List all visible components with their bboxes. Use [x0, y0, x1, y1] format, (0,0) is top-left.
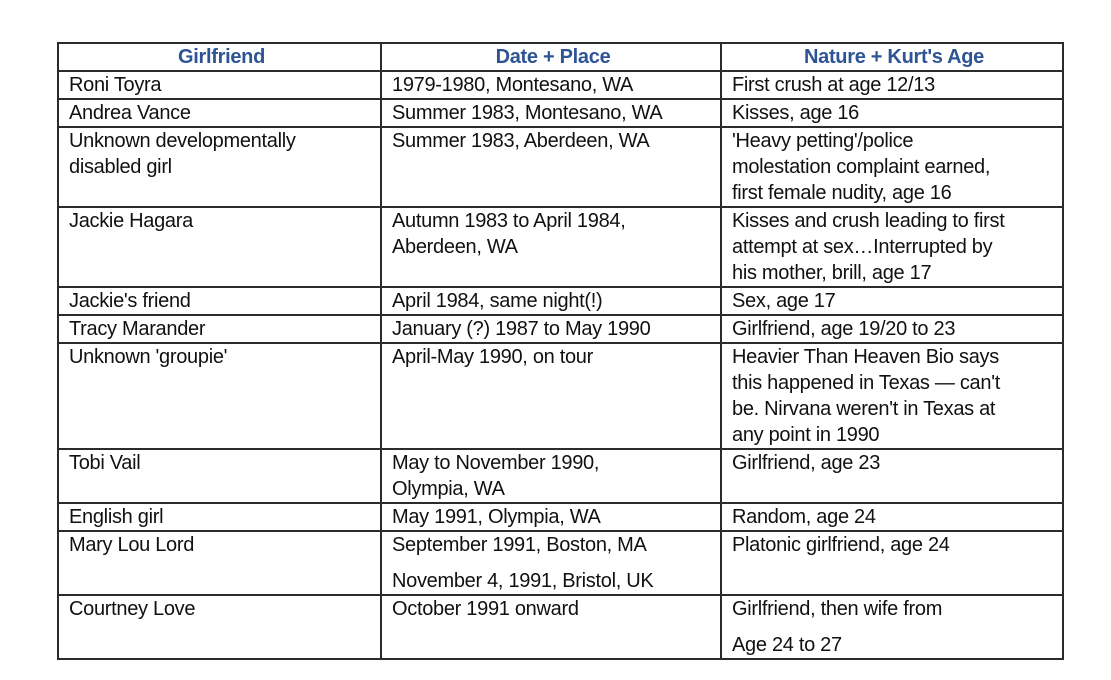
- cell-text: Kisses, age 16: [732, 102, 859, 124]
- table-row: [58, 503, 1063, 531]
- cell-date-place: [381, 595, 721, 659]
- cell-text: molestation complaint earned,: [732, 156, 991, 178]
- cell-date-place: [381, 127, 721, 207]
- cell-nature-age: [721, 207, 1063, 287]
- cell-date-place: [381, 343, 721, 449]
- cell-text: Tobi Vail: [69, 452, 141, 474]
- cell-girlfriend: [58, 595, 381, 659]
- header-nature-age: Nature + Kurt's Age: [721, 43, 1063, 71]
- cell-text: English girl: [69, 506, 164, 528]
- table-row: [58, 531, 1063, 595]
- cell-text: Jackie Hagara: [69, 210, 193, 232]
- cell-text: this happened in Texas — can't: [732, 372, 1000, 394]
- cell-girlfriend: [58, 343, 381, 449]
- cell-girlfriend: [58, 315, 381, 343]
- cell-text: Platonic girlfriend, age 24: [732, 534, 950, 556]
- table-row: [58, 99, 1063, 127]
- cell-nature-age: [721, 531, 1063, 595]
- cell-text: 1979-1980, Montesano, WA: [392, 74, 634, 96]
- cell-girlfriend: [58, 127, 381, 207]
- cell-text: Age 24 to 27: [732, 634, 842, 656]
- header-date-place: Date + Place: [381, 43, 721, 71]
- cell-text: October 1991 onward: [392, 598, 579, 620]
- cell-girlfriend: [58, 71, 381, 99]
- cell-text: disabled girl: [69, 156, 172, 178]
- cell-text: Heavier Than Heaven Bio says: [732, 346, 999, 368]
- cell-text: Olympia, WA: [392, 478, 505, 500]
- cell-text: his mother, brill, age 17: [732, 262, 932, 284]
- cell-nature-age: [721, 449, 1063, 503]
- cell-date-place: [381, 71, 721, 99]
- cell-girlfriend: [58, 287, 381, 315]
- cell-text: April-May 1990, on tour: [392, 346, 593, 368]
- cell-text: September 1991, Boston, MA: [392, 534, 647, 556]
- header-row: [58, 43, 1063, 71]
- table-row: [58, 127, 1063, 207]
- table-row: [58, 71, 1063, 99]
- cell-nature-age: [721, 595, 1063, 659]
- cell-text: Random, age 24: [732, 506, 876, 528]
- table-row: [58, 449, 1063, 503]
- cell-nature-age: [721, 287, 1063, 315]
- cell-text: Unknown 'groupie': [69, 346, 228, 368]
- cell-text: 'Heavy petting'/police: [732, 130, 914, 152]
- cell-text: Roni Toyra: [69, 74, 162, 96]
- cell-nature-age: [721, 127, 1063, 207]
- cell-text: First crush at age 12/13: [732, 74, 935, 96]
- cell-date-place: [381, 503, 721, 531]
- cell-date-place: [381, 207, 721, 287]
- cell-text: Sex, age 17: [732, 290, 836, 312]
- cell-nature-age: [721, 343, 1063, 449]
- cell-text: Unknown developmentally: [69, 130, 296, 152]
- cell-text: Jackie's friend: [69, 290, 191, 312]
- cell-text: Girlfriend, then wife from: [732, 598, 943, 620]
- cell-date-place: [381, 287, 721, 315]
- cell-text: Autumn 1983 to April 1984,: [392, 210, 626, 232]
- cell-girlfriend: [58, 207, 381, 287]
- cell-date-place: [381, 99, 721, 127]
- cell-text: Summer 1983, Montesano, WA: [392, 102, 663, 124]
- cell-text: Kisses and crush leading to first: [732, 210, 1005, 232]
- cell-text: be. Nirvana weren't in Texas at: [732, 398, 996, 420]
- cell-nature-age: [721, 71, 1063, 99]
- table-row: [58, 595, 1063, 659]
- cell-nature-age: [721, 503, 1063, 531]
- cell-girlfriend: [58, 99, 381, 127]
- table-row: [58, 207, 1063, 287]
- cell-text: Andrea Vance: [69, 102, 191, 124]
- cell-nature-age: [721, 315, 1063, 343]
- table-row: [58, 343, 1063, 449]
- table-row: [58, 315, 1063, 343]
- relationships-table: [57, 42, 1064, 660]
- cell-text: any point in 1990: [732, 424, 880, 446]
- cell-girlfriend: [58, 503, 381, 531]
- cell-text: Tracy Marander: [69, 318, 206, 340]
- cell-text: April 1984, same night(!): [392, 290, 603, 312]
- cell-text: November 4, 1991, Bristol, UK: [392, 570, 654, 592]
- cell-date-place: [381, 449, 721, 503]
- cell-text: attempt at sex…Interrupted by: [732, 236, 993, 258]
- cell-girlfriend: [58, 531, 381, 595]
- cell-text: first female nudity, age 16: [732, 182, 952, 204]
- cell-text: Courtney Love: [69, 598, 196, 620]
- cell-text: May to November 1990,: [392, 452, 600, 474]
- cell-nature-age: [721, 99, 1063, 127]
- cell-text: January (?) 1987 to May 1990: [392, 318, 651, 340]
- cell-text: May 1991, Olympia, WA: [392, 506, 601, 528]
- cell-text: Aberdeen, WA: [392, 236, 518, 258]
- table-row: [58, 287, 1063, 315]
- cell-date-place: [381, 531, 721, 595]
- cell-text: Mary Lou Lord: [69, 534, 195, 556]
- cell-text: Girlfriend, age 19/20 to 23: [732, 318, 956, 340]
- cell-text: Summer 1983, Aberdeen, WA: [392, 130, 650, 152]
- cell-girlfriend: [58, 449, 381, 503]
- cell-text: Girlfriend, age 23: [732, 452, 881, 474]
- header-girlfriend: Girlfriend: [58, 43, 381, 71]
- cell-date-place: [381, 315, 721, 343]
